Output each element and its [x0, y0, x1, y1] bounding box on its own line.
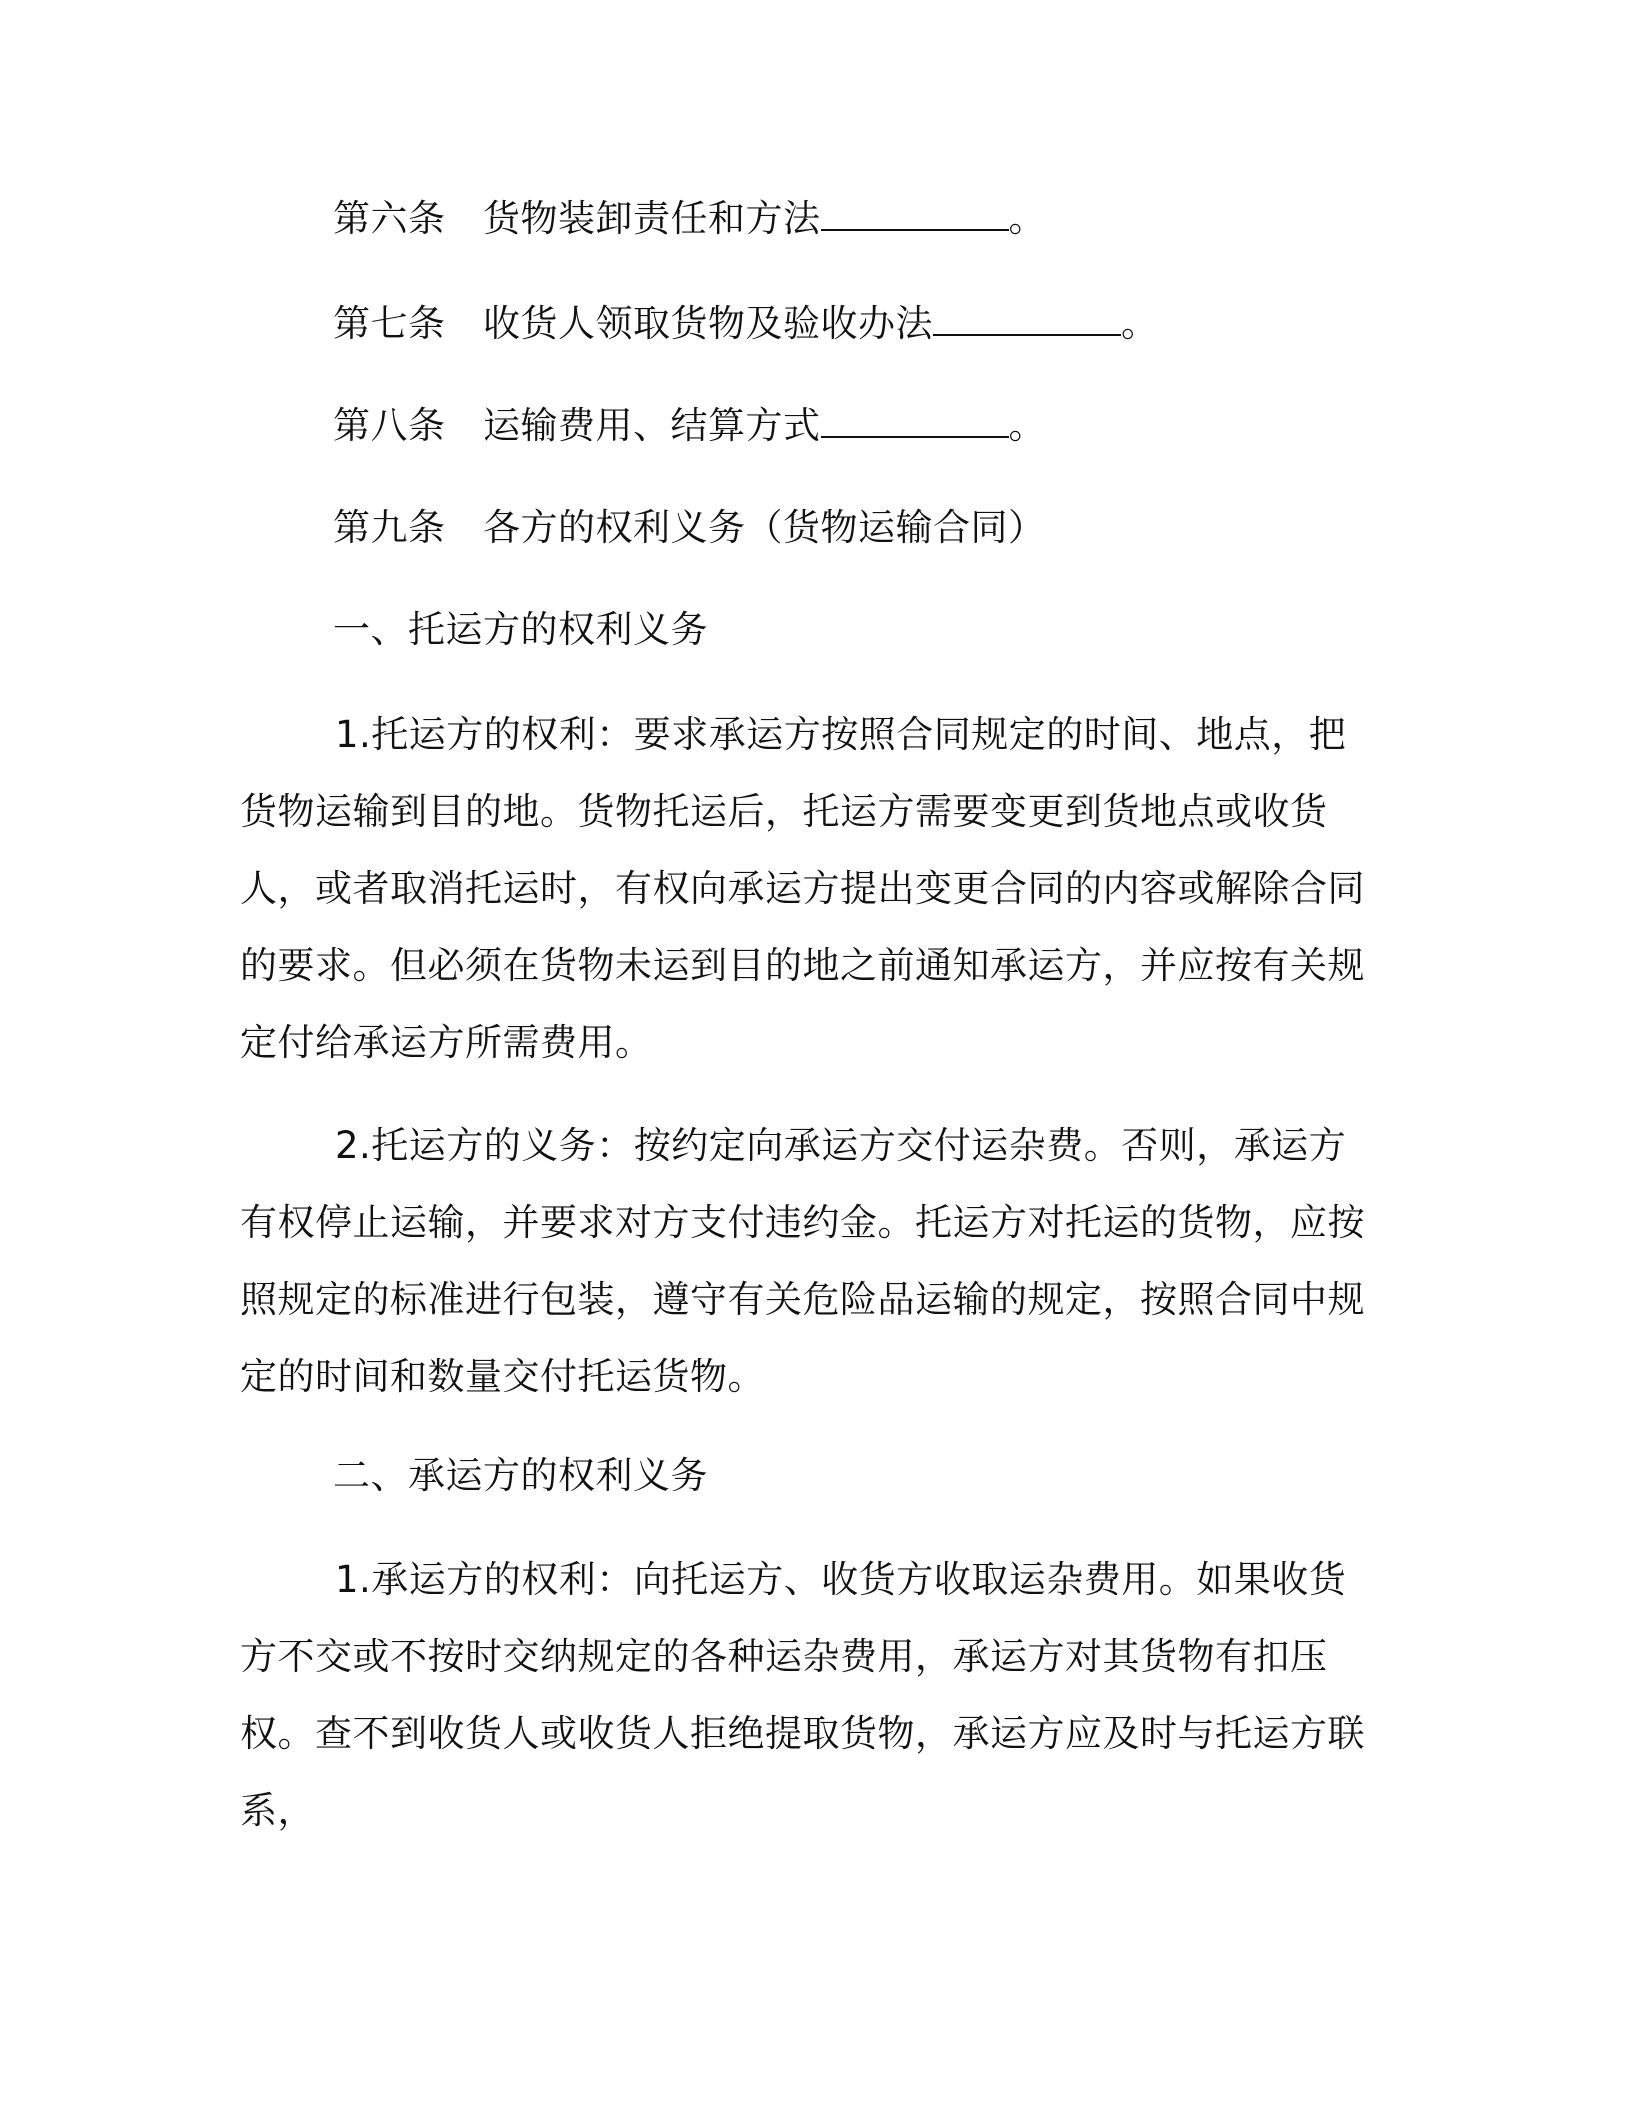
article-9	[333, 504, 1046, 552]
article-6	[333, 195, 1046, 243]
article-8	[333, 402, 1046, 450]
article-number: 第六条	[333, 197, 446, 240]
article-end: 。	[1008, 197, 1046, 240]
article-7	[333, 300, 1159, 348]
fill-blank	[821, 195, 1009, 231]
section-heading-2: 二、承运方的权利义务	[333, 1454, 708, 1497]
fill-blank	[933, 300, 1121, 336]
article-text: 收货人领取货物及验收办法	[483, 302, 933, 345]
article-number: 第八条	[333, 404, 446, 447]
section-heading-1: 一、托运方的权利义务	[333, 608, 708, 651]
article-number: 第七条	[333, 302, 446, 345]
paragraph-carrier-rights: 1.承运方的权利：向托运方、收货方收取运杂费用。如果收货方不交或不按时交纳规定的各种运杂费用，承运方对其货物有扣压权。查不到收货人或收货人拒绝提取货物，承运方应及时与托运方联系，	[240, 1558, 1365, 1832]
article-end: 。	[1121, 302, 1159, 345]
paragraph-consignor-rights: 1.托运方的权利：要求承运方按照合同规定的时间、地点，把货物运输到目的地。货物托运后，托运方需要变更到货地点或收货人，或者取消托运时，有权向承运方提出变更合同的内容或解除合同的要求。但必须在货物未运到目的地之前通知承运方，并应按有关规定付给承运方所需费用。	[240, 713, 1365, 1064]
fill-blank	[821, 402, 1009, 438]
article-number: 第九条	[333, 506, 446, 549]
article-text: 运输费用、结算方式	[483, 404, 821, 447]
article-text: 各方的权利义务（货物运输合同）	[483, 506, 1046, 549]
article-end: 。	[1008, 404, 1046, 447]
paragraph-consignor-duties: 2.托运方的义务：按约定向承运方交付运杂费。否则，承运方有权停止运输，并要求对方支付违约金。托运方对托运的货物，应按照规定的标准进行包装，遵守有关危险品运输的规定，按照合同中规定的时间和数量交付托运货物。	[240, 1124, 1365, 1398]
article-text: 货物装卸责任和方法	[483, 197, 821, 240]
